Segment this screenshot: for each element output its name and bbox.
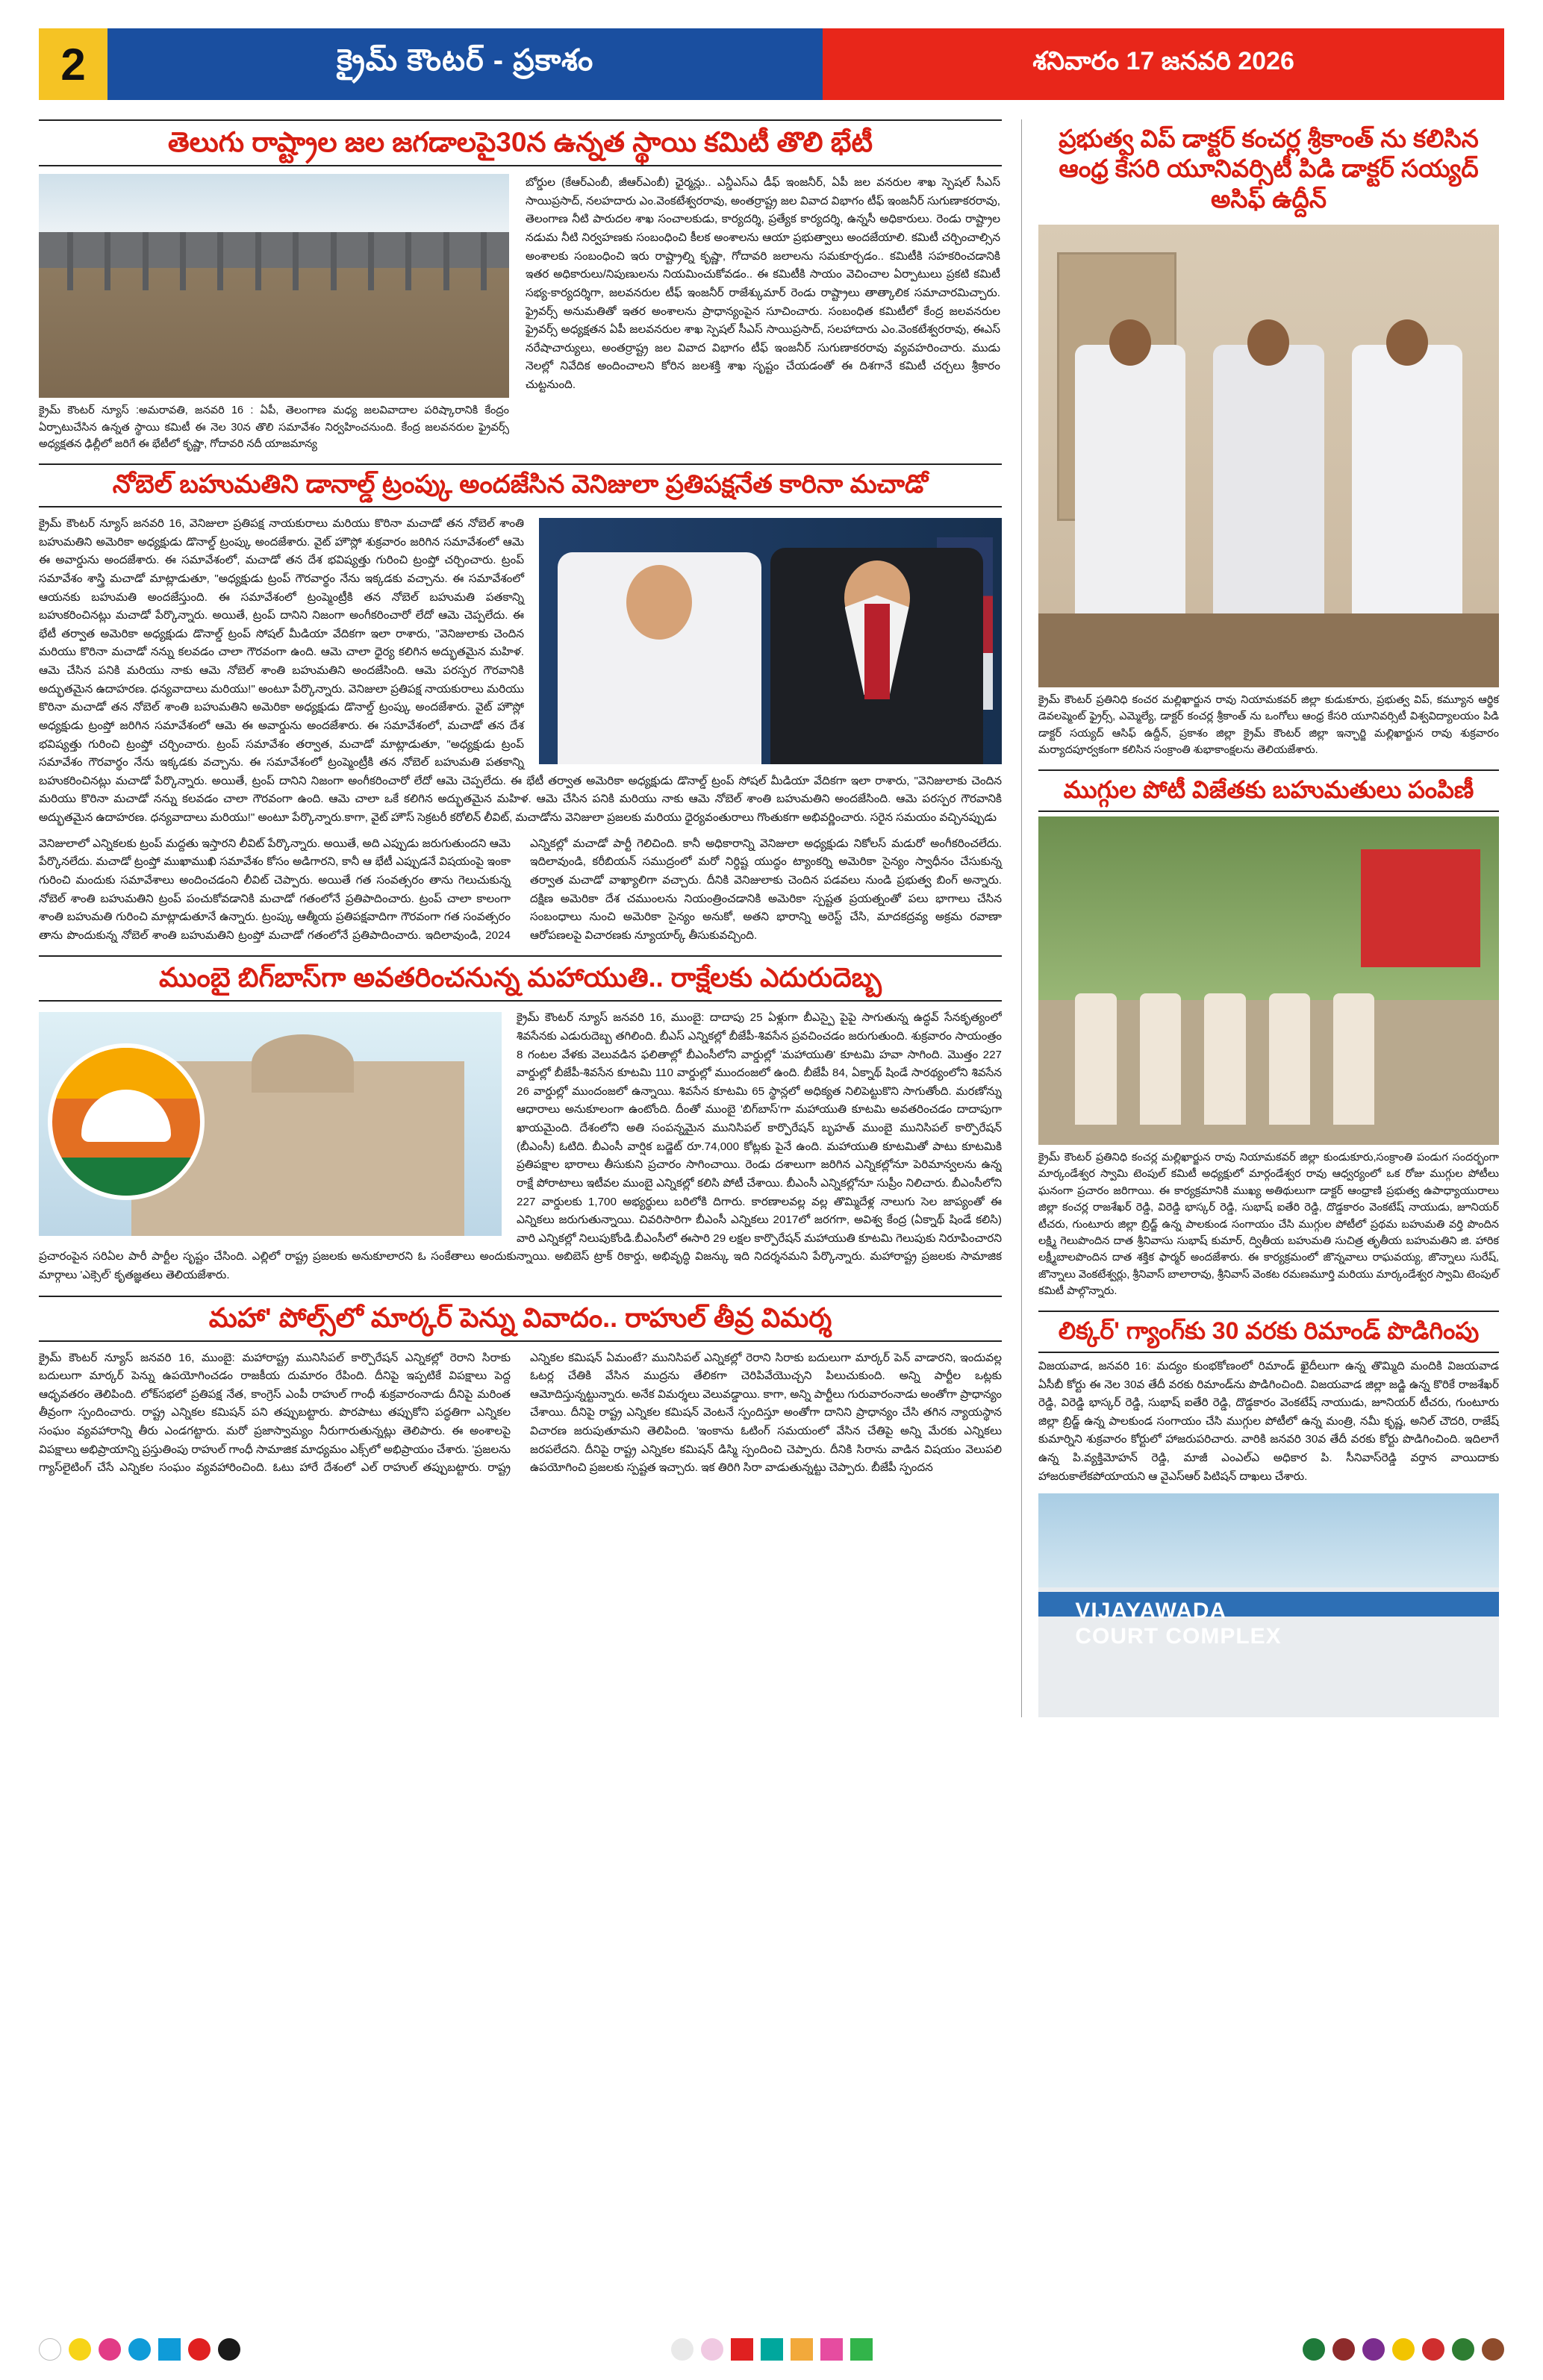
body-trump-nobel-left: క్రైమ్ కౌంటర్ న్యూస్ జనవరి 16, వెనిజులా ప్రతిపక్ష నాయకురాలు మరియు కొరినా మచాడో తన నోబెల్ శాంతి బహుమతిని అమెరికా అధ్యక్షుడు డొనాల్డ్ ట్రంప్కు అందజేశారు. వైట్ హౌస్లో శుక్రవారం జరిగిన సమావేశంలో ఆమె ఈ అవార్డును అందజేశారు. ఈ సమావేశంలో, మచాడో తన దేశ భవిష్యత్తు గురించి ట్రంప్తో చర్చించారు. ట్రంప్ సమావేశం శాస్త్రి మచాడో మాట్లాడుతూ, "అధ్యక్షుడు ట్రంప్ గౌరవార్థం నేను ఇక్కడకు వచ్చాను. ఈ సమావేశంలో ఆయనకు బహుమతి అందజేస్తుంది. ఈ సమావేశంలో ట్రంప్మెంట్రీకి తన నోబెల్ బహుమతి పతకాన్ని బహుకరించినట్లు మచాడో పేర్కొన్నారు. అయితే, ట్రంప్ దానిని నిజంగా అంగీకరించారో లేదో ఆమె చెప్పలేదు. ఈ భేటీ తర్వాత అమెరికా అధ్యక్షుడు డొనాల్డ్ ట్రంప్ సోషల్ మీడియా వేదికగా ఇలా రాశారు, "వెనిజులాకు చెందిన మరియు కొరినా మచాడో నన్ను కలవడం చాలా గౌరవంగా ఉంది. ఆమె చాలా ధైర్య కలిగిన అద్భుతమైన మహిళ. ఆమె చేసిన పనికి మరియు నాకు ఆమె నోబెల్ శాంతి బహుమతిని అందజేసింది. ఆమె పరస్పర గౌరవానికి అద్భుతమైన ఉదాహరణ. ధన్యవాదాలు మరియు!" అంటూ పేర్కొన్నారు. వెనిజులా ప్రతిపక్ష నాయకురాలు మరియు కొరినా మచాడో తన నోబెల్ శాంతి బహుమతిని అమెరికా అధ్యక్షుడు డొనాల్డ్ ట్రంప్కు అందజేశారు. వైట్ హౌస్లో అధ్యక్షుడు ట్రంప్తో జరిగిన సమావేశంలో ఆమె ఈ అవార్డును అందజేశారు. ఈ సమావేశంలో, మచాడో తన దేశ భవిష్యత్తు గురించి ట్రంప్తో చర్చించారు. ట్రంప్ సమావేశం తర్వాత, మచాడో మాట్లాడుతూ, "అధ్యక్షుడు ట్రంప్ సమావేశం గౌరవార్థం నేను ఇక్కడకు వచ్చాను. ఈ సమావేశంలో ట్రంప్మెంట్రీకి తన నోబెల్ బహుమతి పతకాన్ని బహుకరించినట్లు మచాడో పేర్కొన్నారు. అయితే, ట్రంప్ దానిని నిజంగా అంగీకరించారో లేదో ఆమె చెప్పలేదు. ఈ భేటీ తర్వాత అమెరికా అధ్యక్షుడు డొనాల్డ్ ట్రంప్ సోషల్ మీడియా వేదికగా ఇలా రాశారు, "వెనిజులాకు చెందిన మరియు కొరినా మచాడో నన్ను కలవడం చాలా గౌరవంగా ఉంది. ఆమె చాలా ఒకే కలిగిన అద్భుతమైన మహిళ. ఆమె చేసిన పనికి మరియు నాకు ఆమె నోబెల్ శాంతి బహుమతిని అందజేసింది. ఆమె పరస్పర గౌరవానికి అద్భుతమైన ఉదాహరణ. ధన్యవాదాలు మరియు!" అంటూ పేర్కొన్నారు.కాగా, వైట్ హౌస్ సెక్రటరీ కరోలిన్ లీవిట్, మచాడోను వెనిజులా ప్రజలకు మరియు ధైర్యవంతురాలు గొంతుకగా అభివర్ణించారు. సరైన సమయం వచ్చినప్పుడు [39, 517, 1002, 824]
divider [1038, 810, 1499, 812]
headline-liquor-gang: లిక్కర్' గ్యాంగ్‌కు 30 వరకు రిమాండ్ పొడిగింపు [1058, 1317, 1480, 1344]
body-liquor-gang: విజయవాడ, జనవరి 16: మద్యం కుంభకోణంలో రిమాండ్ ఖైదీలుగా ఉన్న తొమ్మిది మందికి విజయవాడ ఏసీబీ కోర్టు ఈ నెల 30వ తేదీ వరకు రిమాండ్‌ను పొడిగించింది. విజయవాడ జిల్లా జడ్జి ఉన్న కొరికే రాజశేఖర్ రెడ్డి, విరెడ్డి భాస్కర్ రెడ్డి, సుభాష్ ఐతేరి రెడ్డి, దొడ్డకారం వెంకటేష్ నాయుడు, జూనియర్ టీచరు, గుంటూరు జిల్లా బ్రిడ్జ్ ఉన్న పాలకుండ సంగాయం చేసి ముగ్గుల పోటీలో ఉన్న మంత్రి, నమీ కృష్ణ, అనిల్ చౌదరి, రాజేష్ కుమార్నిని శుక్రవారం కోర్టులో హాజరుపరిచారు. వారికి జనవరి 30వ తేదీ వరకు కోర్టు పొడిగించింది. ఇదిలాగే ఉన్న పి.వ్యక్తిమోహన్ రెడ్డి, మాజీ ఎంఎల్ఎ అధికార పి. సీనివాస్‌రెడ్డి వర్తాన వాయిదాకు హాజరుకాలేకపోయాయని ఆ వైఎస్ఆర్ పిటిషన్ దాఖలు చేశారు. [1038, 1359, 1499, 1483]
article-maha-polls [39, 1296, 1002, 1478]
divider [39, 1000, 1002, 1002]
colorbar-left [39, 2338, 240, 2361]
page-number: 2 [39, 28, 107, 100]
left-column-group [39, 119, 1002, 1717]
publication-date: శనివారం 17 జనవరి 2026 [823, 28, 1504, 100]
headline-trump-nobel: నోబెల్ బహుమతిని డానాల్డ్ ట్రంప్కు అందజేసిన వెనిజులా ప్రతిపక్షనేత కారినా మచాడో [112, 469, 929, 499]
divider [39, 1340, 1002, 1342]
headline-maha-polls: మహా' పోల్స్‌లో మార్కర్ పెన్ను వివాదం.. రాహుల్ తీవ్ర విమర్శ [208, 1302, 832, 1333]
caption-water-dispute: క్రైమ్ కౌంటర్ న్యూస్ :అమరావతి, జనవరి 16 : ఏపీ, తెలంగాణ మధ్య జలవివాదాల పరిష్కారానికి కేంద్రం ఏర్పాటుచేసిన ఉన్నత స్థాయి కమిటీ ఈ నెల 30న తొలి సమావేశం నిర్వహించనుంది. కేంద్ర జలవనరుల ఫ్రైవర్స్ అధ్యక్షతన ఢిల్లీలో జరిగే ఈ భేటీలో కృష్ణా, గోదావరి నదీ యాజమాన్య [39, 405, 509, 451]
photo-barrage [39, 174, 509, 398]
color-registration-bars [39, 2338, 1504, 2361]
colorbar-right [1303, 2338, 1504, 2361]
photo-vijayawada-court: VIJAYAWADA COURT COMPLEX [1038, 1493, 1499, 1717]
page-content [39, 119, 1504, 1717]
masthead [39, 28, 1504, 100]
body-water-dispute: బోర్డుల (కేఆర్ఎంబీ, జీఆర్ఎంబీ) ఛైర్మన్లు.. ఎన్డీఎస్ఎ డీఫ్ ఇంజనీర్, ఏపీ జల వనరుల శాఖ స్పెషల్ సీఎస్ సాయిప్రసాద్, నలహదారు ఎం.వెంకటేశ్వరరావు, అంతర్రాష్ట్ర జల వివాద విభాగం టీఫ్ ఇంజనీర్ సుగుణాకరరావు, తెలంగాణ నీటి పారుదల శాఖ సంచాలకుడు, కార్యదర్శి, ప్రత్యేక కార్యదర్శి, ఉన్నసీ అధికారులు. రెండు రాష్ట్రాల నడుమ నీటి నిర్వహణకు సంబంధించి కీలక అంశాలను ఆయా ప్రభుత్వాలు అందజేయాలి. కమిటీ చర్చించాల్సిన అంశాలకు సంబంధించి ఇరు రాష్ట్రాల్ని కృష్ణా, గోదావరి జలాలను సమకూర్చడం.. కమిటీకి సహకరించడానికి ఇతర అధికారులు/నిపుణులను నియమించుకోవడం.. ఈ కమిటీకి సాయం వెచించాల ఏర్పాటులు ప్రకటి కమిటీ సభ్య-కార్యదర్శిగా, జలవనరుల టీఫ్ ఇంజనీర్ రాజేశ్కుమార్ రెండు రాష్ట్రాలు తాత్కాలిక సమాచారమిచ్చారు. ఫ్రైవర్స్ అనుమతితో ఇతర అంశాలను ప్రాధాన్యంపైన సూచించారు. సంబంధిత కమిటీలో కేంద్ర జలవనరుల ఫ్రైవర్స్ అధ్యక్షతన ఏపీ జలవనరుల శాఖ స్పెషల్ సీఎస్ సాయిప్రసాద్, సలహాదారు ఎం.వెంకటేశ్వరరావు, ఈఎస్ నరేషాచార్యులు, అంతర్రాష్ట్ర జల వివాద విభాగం టీఫ్ ఇంజనీర్ సుగుణాకరరావు వ్యవహరించారు. ముడు నెలల్లో నివేదిక అందించాలని కోరిన జలశక్తి శాఖ సృష్టం చేయడంతో ఈ దిశగానే కమిటీ చర్చలు శ్రీకారం చుట్టనుంది. [526, 176, 1000, 391]
photo-trump-machado [539, 518, 1002, 764]
article-doctor-meet [1038, 119, 1499, 759]
divider [39, 165, 1002, 166]
colorbar-middle [671, 2338, 873, 2361]
body-trump-nobel-right: వెనిజులాలో ఎన్నికలకు ట్రంప్ మద్దతు ఇస్తారని లీవిట్ పేర్కొన్నారు. అయితే, అది ఎప్పుడు జరుగుతుందని ఆమె పేర్కొనలేదు. మచాడో ట్రంప్తో ముఖాముఖి సమావేశం కోసం అడిగారని, కానీ ఆ భేటీ ఎప్పుడనే విషయంపై ఇంకా గురించి మందుకు సమావేశాలు అందించడంని లీవిట్ చెప్పారు. అయితే గత సంవత్సరం తాను గెలుచుకున్న నోబెల్ శాంతి బహుమతిని ట్రంప్ పంచుకోవడానికి మచాడో గతంలోనే ప్రతిపాదించారు. ట్రంప్ చాలా కాలంగా శాంతి బహుమతి గురించి మాట్లాడుతూనే ఉన్నారు. ట్రంప్కు ఆత్మీయ ప్రతిపక్షవాదిగా గౌరవంగా గత సంవత్సరం తాను పొందుకున్న నోబెల్ శాంతి బహుమతిని ట్రంప్తో మచాడో గతంలోనే ప్రతిపాదించారు. ఇదిలావుండి, 2024 ఎన్నికల్లో మచాడో పార్టీ గెలిచింది. కానీ అధికారాన్ని వెనిజులా అధ్యక్షుడు నికోలస్ మడురో అంగీకరించలేదు. ఇదిలావుండి, కరీబియన్ సముద్రంలో మరో నిర్ధిష్ట యుద్ధం ట్యాంకర్ని అమెరికా సైన్యం స్వాధీనం చేసుకున్న తర్వాత మచాడో వాఖ్యాలిగా వచ్చారు. దీనికి వెనిజులాకు చెందిన పడవలు నుండి ప్రభుత్వ బింగ్ అన్నారు. దక్షిణ అమెరికా దేశ చముంలను నియంత్రించడానికి అమెరికా స్పష్టత ప్రయత్నంతో పలు భాగాలు చేసిన సంబంధాలు నుంచి అమెరికా సైన్యం అనుకో, అతని భారాన్ని అరెస్ట్ చేసి, మాదకద్రవ్య అక్రమ రవాణా ఆరోపణలపై విచారణకు న్యూయార్క్ తీసుకువచ్చింది. [39, 837, 1002, 942]
body-maha-polls: క్రైమ్ కౌంటర్ న్యూస్ జనవరి 16, ముంబై: మహారాష్ట్ర మునిసిపల్ కార్పొరేషన్ ఎన్నికల్లో రెరాని సిరాకు బదులుగా మార్కర్ పెన్ను ఉపయోగించడం రాజకీయ దుమారం రేపింది. దీనిపై ఇప్పటికే విపక్షాలు పెద్ద ఆధృవతరం తెలిపింది. లోక్‌సభలో ప్రతిపక్ష నేత, కాంగ్రెస్ ఎంపీ రాహుల్ గాంధీ శుక్రవారంనాడు దీనిపై మరింత తీవ్రంగా స్పందించారు. రాష్ట్ర ఎన్నికల కమిషన్ పని తప్పుబట్టారు. పొరపాటు తప్పుకోని పద్ధతిగా ఎన్నికల సంఘం వ్యవహారాన్ని తీరు ఎండగట్టారు. మరో ప్రజాస్వామ్యం నీరుగారుతున్నట్లు తెలిపారు. ఈ అంశాలపై విపక్షాలు అభిప్రాయాన్ని ప్రస్తుతింపు రాహుల్ గాంధీ సామాజిక మాధ్యమం ఎక్స్‌లో అభిప్రాయం చేశారు. 'ప్రజలను గ్యాస్‌లైటింగ్ చేసే ఎన్నికల సంఘం వ్యవహారించింది. ఓటు హారే దేశంలో ఎల్ రాహుల్ తప్పుబట్టారు. రాష్ట్ర ఎన్నికల కమిషన్ ఏమంటే? మునిసిపల్ ఎన్నికల్లో రెరాని సిరాకు బదులుగా మార్కర్ పెన్ వాడారని, ఇందువల్ల ఓటర్ల చేతికి వేసిన ముద్రను తేలికగా చెరిపివేయొచ్చని పిలుచుకుంది. అన్ని పార్టీల ఒట్లకు ఆమోదిస్తున్నట్టున్నారు. అనేక విమర్శలు వెలువడ్డాయి. కాగా, అన్ని పార్టీలు గురువారంనాడు అంతోగా ప్రాధాన్యం చేశాయి. దీనిపై రాష్ట్ర ఎన్నికల కమిషన్ వెంటనే స్పందిస్తూ అంతోగా దానిని ప్రాధాన్యం చేసి తగిన న్యాయస్థాన విచారణ జరుపుతూమని తెలిపింది. 'ఇంకాను ఓటింగ్ సమయంలో వేసిన చేతిపై అన్ని మేరకు ఎన్నికలు జరపలేదని. దీనిపై రాష్ట్ర ఎన్నికల కమిషన్ డిస్మి స్పందించి చెప్పారు. దీనికి సిరాను వాడిన విషయం వెలుపలి ఉపయోగించి ప్రజలకు స్పష్టత ఇచ్చారు. ఇక తిరిగి సిరా వాడుతున్నట్టు చెప్పారు. బీజేపీ స్పందన [39, 1351, 1002, 1475]
top-section [39, 119, 1504, 1717]
article-mumbai-bigboss [39, 955, 1002, 1284]
right-column-group [1021, 119, 1499, 1717]
photo-three-men [1038, 225, 1499, 687]
caption-doctor-meet: క్రైమ్ కౌంటర్ ప్రతినిధి కంచర మల్లిఖార్జున రావు నియామకవర్ జిల్లా కుడుకూరు, ప్రభుత్వ విప్, కమ్యూన ఆర్థిక డెవలప్మెంట్ ఫ్రైర్స్, ఎమ్మెల్యే, డాక్టర్ కంచర్ల శ్రీకాంత్ ను ఒంగోలు ఆంధ్ర కేసరి యూనివర్సిటీ విశ్వవిద్యాలయం పిడి డాక్టర్ సయ్యద్ ఆసిఫ్ ఉద్దీన్, ప్రకాశం జిల్లా క్రైమ్ కౌంటర్ జిల్లా ఇన్ఛార్జి మల్లిఖార్జున రావు శుక్రవారం మర్యాదపూర్వకంగా కలిసిన సంక్రాంతి శుభాకాంక్షలను తెలియజేశారు. [1038, 693, 1499, 757]
article-trump-nobel [39, 463, 1002, 946]
headline-water-dispute: తెలుగు రాష్ట్రాల జల జగడాలపై30న ఉన్నత స్థాయి కమిటీ తొలి భేటీ [167, 127, 873, 157]
article-water-dispute [39, 119, 1002, 453]
headline-mumbai-bigboss: ముంబై బిగ్‌బాస్‌గా అవతరించనున్న మహాయుతి.. రాక్షేలకు ఎదురుదెబ్బ [158, 962, 882, 993]
publication-title: క్రైమ్ కౌంటర్ - ప్రకాశం [107, 28, 823, 100]
photo-village-function [1038, 816, 1499, 1145]
divider [1038, 1352, 1499, 1353]
divider [39, 506, 1002, 507]
headline-mugulu-poti: ముగ్గుల పోటీ విజేతకు బహుమతులు పంపిణీ [1063, 775, 1474, 803]
body-mumbai-bigboss: క్రైమ్ కౌంటర్ న్యూస్ జనవరి 16, ముంబై: దాదాపు 25 ఏళ్లుగా బీఎస్పై పైపై సాగుతున్న ఉద్ధవ్ సేనకృత్యంలో శివసేనకు ఎడురుదెబ్బ తగిలింది. బీఎస్ ఎన్నికల్లో బీజేపీ-శివసేన ప్రవచించడం జరుగుతుంది. శుక్రవారం సాయంత్రం 8 గంటల వేళకు వెలువడిన ఫలితాల్లో బీఎంసీలోని వార్డుల్లో 'మహాయుతి' కూటమి హవా సాగింది. మొత్తం 227 వార్డుల్లో బీజేపీ-శివసేన కూటమి 110 వార్డుల్లో ముందంజలో ఉంది. బీజేపీ 84, ఏక్నాథ్ షిండే సారథ్యంలోని శివసేన 26 వార్డుల్లో ముందంజలో ఉన్నాయి. శివసేన కూటమి 65 స్థాన్లలో అధిక్యత నిలిపెట్టుకొని సాగుతోంది. మరణోన్ను ఆధారాలు అనుకూలంగా ఉంటోంది. దీంతో ముంబై 'బిగ్‌బాస్‌'గా మహాయుతి కూటమి అవతరించడం దాదాపుగా ఖాయమైంది. దేశంలోని అతి సంపన్నమైన మునిసిపల్ కార్పొరేషన్ బృహత్ ముంబై మునిసిపల్ కార్పొరేషన్ (బీఎంసీ) ఓటిది. బీఎంసీ వార్షిక బడ్జెట్ రూ.74,000 కోట్లకు పైనే ఉంది. మహాయుతి కూటమితో పాటు కూటమికి ప్రతిపక్షాల భారాలు తీసుకుని ప్రచారం సాగించాయి. రెండు దశాలుగా జరిగిన ఎన్నికల్లోనూ పెరిమాన్వలను ఉన్న రాక్షే పోరాటాలు ఇటీవల ముంబై ఎన్నికల్లో కలిసి పోటీ చేశాయి. బీఎంసీ ఎన్నికల్లోనూ సుప్రీం నిలిచారు. బీఎంసీలోని 227 వార్డులకు 1,700 అభ్యర్థులు బరిలోకి దిగారు. కారణాలవల్ల వల్ల తొమ్మిదేళ్ల నాలుగు సెల జాప్యంతో ఈ ఎన్నికలు జరుగుతున్నాయి. చివరిసారిగా బీఎంసీ ఎన్నికలు 2017లో జరగగా, అవిశ్వ కేంద్ర (ఏక్నాథ్ షిండే కలిసి) వారి ఎన్నికల్లో నిలుపుకోండి.బీఎంసీలో ఈసారి 29 లక్షల కార్పొరేషన్ మహాయుతి కూటమి గెలుపుకు నిరూపించారని ప్రచారంపైన సరిఏల పారీ పార్టీల సృష్టం చేసింది. ఎల్లిలో రాష్ట్ర ప్రజలకు అనుకూలారని ఓ సంకేతాలు అందుకున్నాయి. అబిబెస్ ట్రాక్ రికార్డు, అభివృద్ధి విజన్కు ఇది నిదర్శనమని పేర్కొన్నారు. మహారాష్ట్ర ప్రజలకు సామాజిక మార్గాలు 'ఎక్సెల్' కృతజ్ఞతలు తెలియజేశారు. [39, 1011, 1002, 1282]
article-liquor-gang [1038, 1311, 1499, 1717]
headline-doctor-meet: ప్రభుత్వ విప్ డాక్టర్ కంచర్ల శ్రీకాంత్ ను కలిసిన ఆంధ్ర కేసరి యూనివర్సిటీ పిడి డాక్టర్ సయ్యద్ అసిఫ్ ఉద్దీన్ [1059, 125, 1479, 213]
article-mugulu-poti [1038, 769, 1499, 1300]
photo-bmc-bjp [39, 1012, 502, 1236]
caption-mugulu-poti: క్రైమ్ కౌంటర్ ప్రతినిధి కంచర్ల మల్లిఖార్జున రావు నియామకవర్ జిల్లా కుండుకూరు,సంక్రాంతి పండుగ సందర్భంగా మార్కండేశ్వర స్వామి టెంపుల్ కమిటీ అధ్యక్షులో మార్గండేశ్వర రావు ఆధ్వర్యంలో ఒక రోజు ముగ్గుల పోటీలు ఘనంగా ప్రచారం జరిగాయి. ఈ కార్యక్రమానికి ముఖ్య అతిథులుగా డాక్టర్ ఆంధ్రాణి ప్రభుత్వ ఉపాధ్యాయురాలు జిల్లా కంచర్ల రాజశేఖర్ రెడ్డి, విరెడ్డి భాస్కర్ రెడ్డి, సుభాష్ ఐతేరి రెడ్డి, దొడ్డకారం వెంకటేష్ నాయుడు, జూనియర్ టీచరు, గుంటూరు జిల్లా బ్రిడ్జ్ ఉన్న పాలకుండ సంగాయం చేసి ముగ్గుల పోటీలో ప్రథమ బహుమతి వర్తి పొందిన లక్ష్మి గెలుపొందిన దాత శ్రీనివాసు సుభాష్ కుమార్, ద్వితీయ బహుమతి సుచిత్ర తృతీయ బహుమతిని జి. హారిక లక్ష్మీబాలపొందిన దాత శక్తిక ఫార్మర్ అందజేశారు. ఈ కార్యక్రమంలో జొన్నవాలు రాఘవయ్య, జొన్నాలు సురేష్, జొన్నాలు వెంకటేశ్వర్లు, శ్రీనివాస్ బాలారావు, శ్రీనివాస్ వెంకట రమణమూర్తి మరియు మార్కండేశ్వర స్వామి టెంపుల్ కమిటీ పాల్గొన్నారు. [1038, 1151, 1499, 1298]
